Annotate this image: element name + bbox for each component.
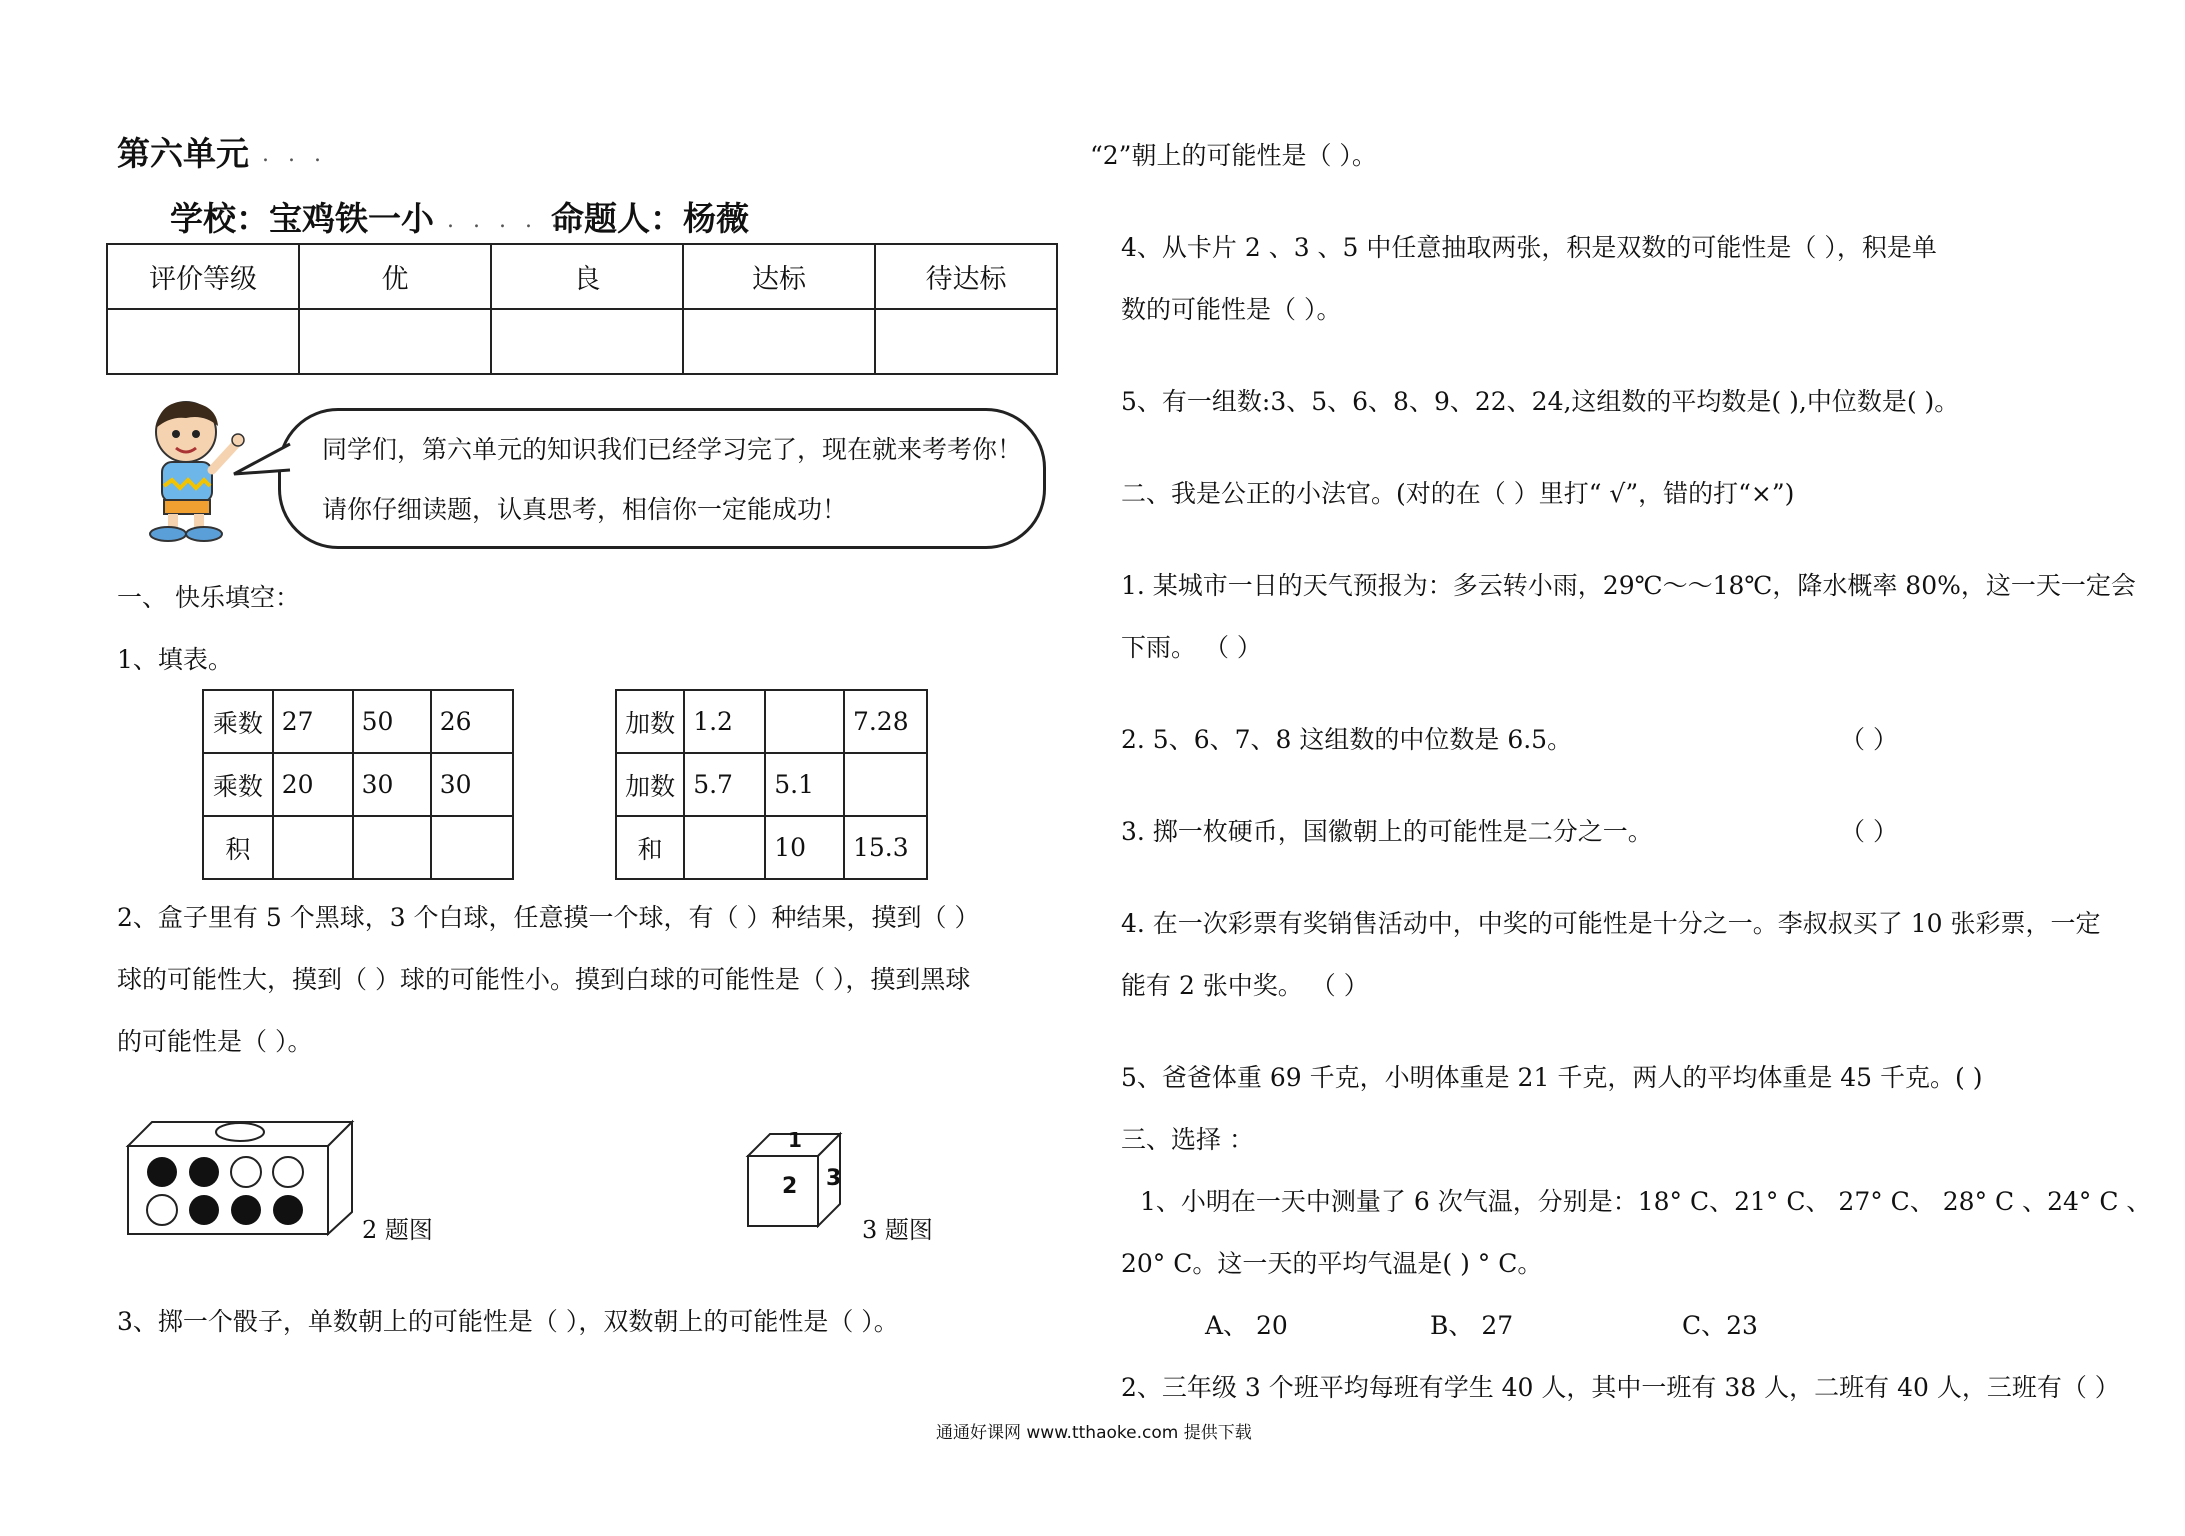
- rating-header: 达标: [683, 244, 875, 309]
- table-cell: 和: [616, 816, 684, 879]
- q4-line-1: 4、从卡片 2 、3 、5 中任意抽取两张，积是双数的可能性是（ ），积是单: [1121, 233, 1937, 262]
- rating-header: 优: [299, 244, 491, 309]
- q3-text: 3、掷一个骰子，单数朝上的可能性是（ ），双数朝上的可能性是（ ）。: [117, 1307, 899, 1336]
- rating-header: 待达标: [875, 244, 1057, 309]
- answer-cell[interactable]: [431, 816, 513, 879]
- choice1-option-c[interactable]: C、23: [1682, 1311, 1758, 1340]
- q2-line-2: 球的可能性大，摸到（ ）球的可能性小。摸到白球的可能性是（ ），摸到黑球: [117, 965, 971, 994]
- table-cell: 5.7: [684, 753, 765, 816]
- table-cell: 加数: [616, 753, 684, 816]
- unit-title: 第六单元: [117, 134, 249, 173]
- section2-title: 二、我是公正的小法官。(对的在（ ）里打“ √”，错的打“×”): [1121, 479, 1795, 508]
- choice1-line-1: 1、小明在一天中测量了 6 次气温，分别是：18° C、21° C、 27° C、 28° C 、24° C 、: [1140, 1187, 2152, 1216]
- judge3-answer[interactable]: （ ）: [1840, 817, 1898, 846]
- rating-cell[interactable]: [299, 309, 491, 374]
- rating-header: 良: [491, 244, 683, 309]
- unit-title-dots: . . .: [262, 142, 327, 167]
- judge2-text: 2. 5、6、7、8 这组数的中位数是 6.5。: [1121, 725, 1573, 754]
- rating-cell[interactable]: [683, 309, 875, 374]
- answer-cell[interactable]: [765, 690, 844, 753]
- speech-line-1: 同学们，第六单元的知识我们已经学习完了，现在就来考考你！: [322, 435, 1023, 464]
- rating-table: [106, 243, 1058, 375]
- answer-cell[interactable]: [273, 816, 353, 879]
- table-cell: 1.2: [684, 690, 765, 753]
- ball-box-figure: [122, 1116, 358, 1236]
- answer-cell[interactable]: [353, 816, 431, 879]
- q2-line-1: 2、盒子里有 5 个黑球，3 个白球，任意摸一个球，有（ ）种结果，摸到（ ）: [117, 903, 980, 932]
- addition-table: [615, 689, 928, 880]
- table-cell: 10: [765, 816, 844, 879]
- table-cell: 积: [203, 816, 273, 879]
- answer-cell[interactable]: [844, 753, 927, 816]
- table-cell: 5.1: [765, 753, 844, 816]
- table-cell: 27: [273, 690, 353, 753]
- speech-bubble-tail: [232, 440, 292, 480]
- table-cell: 加数: [616, 690, 684, 753]
- table-cell: 50: [353, 690, 431, 753]
- rating-cell[interactable]: [491, 309, 683, 374]
- q3-continued: “2”朝上的可能性是（ ）。: [1090, 141, 1377, 170]
- table-cell: 7.28: [844, 690, 927, 753]
- school-label: 学校：宝鸡铁一小: [170, 199, 434, 238]
- table-cell: 15.3: [844, 816, 927, 879]
- q1-text: 1、填表。: [117, 645, 233, 674]
- section1-title: 一、 快乐填空：: [117, 583, 300, 612]
- judge1-line-2: 下雨。 （ ）: [1121, 633, 1262, 662]
- rating-cell[interactable]: [875, 309, 1057, 374]
- choice2-text: 2、三年级 3 个班平均每班有学生 40 人，其中一班有 38 人，二班有 40 人，三班有（ ）: [1121, 1373, 2120, 1402]
- judge2-answer[interactable]: （ ）: [1840, 725, 1898, 754]
- die-top-number: 1: [788, 1128, 802, 1152]
- q2-line-3: 的可能性是（ ）。: [117, 1027, 313, 1056]
- die-side-number: 3: [826, 1166, 842, 1191]
- fig3-caption: 3 题图: [862, 1216, 933, 1244]
- judge4-line-2: 能有 2 张中奖。 （ ）: [1121, 971, 1369, 1000]
- section3-title: 三、选择 ：: [1121, 1125, 1254, 1154]
- rating-cell[interactable]: [107, 309, 299, 374]
- choice1-option-a[interactable]: A、 20: [1205, 1311, 1288, 1340]
- die-front-number: 2: [782, 1174, 798, 1199]
- header-dots: . . . . . .: [447, 208, 590, 233]
- table-cell: 乘数: [203, 690, 273, 753]
- answer-cell[interactable]: [684, 816, 765, 879]
- table-cell: 30: [431, 753, 513, 816]
- multiplication-table: [202, 689, 514, 880]
- choice1-line-2: 20° C。这一天的平均气温是( ) ° C。: [1121, 1249, 1543, 1278]
- q4-line-2: 数的可能性是（ ）。: [1121, 295, 1342, 324]
- rating-header: 评价等级: [107, 244, 299, 309]
- fig2-caption: 2 题图: [362, 1216, 433, 1244]
- footer-source[interactable]: 通通好课网 www.tthaoke.com 提供下载: [936, 1423, 1252, 1443]
- table-cell: 26: [431, 690, 513, 753]
- choice1-option-b[interactable]: B、 27: [1430, 1311, 1514, 1340]
- speech-line-2: 请你仔细读题，认真思考，相信你一定能成功！: [322, 495, 848, 524]
- judge1-line-1: 1. 某城市一日的天气预报为：多云转小雨，29℃～～18℃，降水概率 80%，这一天一定会: [1121, 571, 2136, 600]
- judge3-text: 3. 掷一枚硬币，国徽朝上的可能性是二分之一。: [1121, 817, 1653, 846]
- judge4-line-1: 4. 在一次彩票有奖销售活动中，中奖的可能性是十分之一。李叔叔买了 10 张彩票，一定: [1121, 909, 2101, 938]
- table-cell: 乘数: [203, 753, 273, 816]
- judge5-text: 5、爸爸体重 69 千克，小明体重是 21 千克，两人的平均体重是 45 千克。( ): [1121, 1063, 1983, 1092]
- table-cell: 30: [353, 753, 431, 816]
- q5-text: 5、有一组数:3、5、6、8、9、22、24,这组数的平均数是( ),中位数是( )。: [1121, 387, 1960, 416]
- author-label: 命题人：杨薇: [551, 199, 749, 238]
- table-cell: 20: [273, 753, 353, 816]
